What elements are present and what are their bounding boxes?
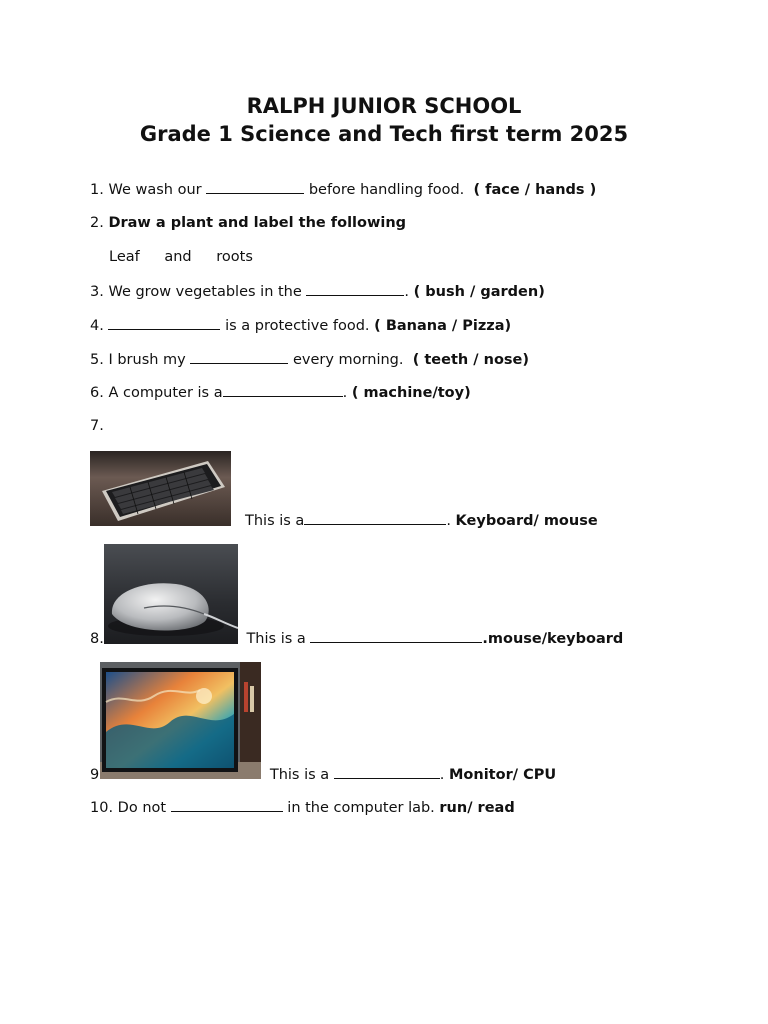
question-number: 9 [90,767,100,783]
answer-blank[interactable] [310,628,482,643]
answer-options: ( machine/toy) [351,385,471,401]
answer-options: mouse/keyboard [487,631,624,647]
question-text: before handling food. [308,182,465,198]
question-number: 10. [90,800,114,816]
answer-blank[interactable] [334,764,440,779]
question-text: This is a [245,513,305,529]
keyboard-image [90,451,231,526]
question-text: . [342,385,348,401]
question-1 [90,179,596,200]
answer-options: ( bush / garden) [413,284,545,300]
question-text: Do not [117,800,167,816]
question-3 [90,281,545,302]
question-number: 1. [90,182,104,198]
question-text: is a protective food. [225,318,370,334]
question-number: 3. [90,284,104,300]
question-7 [245,510,598,531]
question-4 [90,315,511,336]
answer-blank[interactable] [206,179,304,194]
answer-options: run/ read [439,800,515,816]
question-text: . [439,767,445,783]
answer-blank[interactable] [306,281,404,296]
answer-options: ( Banana / Pizza) [374,318,512,334]
school-name: RALPH JUNIOR SCHOOL [246,94,522,118]
question-5 [90,349,529,370]
question-number: 4. [90,318,104,334]
answer-blank[interactable] [171,797,283,812]
question-text: every morning. [292,352,404,368]
question-text: This is a [246,631,306,647]
question-text: We grow vegetables in the [108,284,302,300]
question-2 [90,213,406,233]
answer-options: ( face / hands ) [473,182,597,198]
question-text: . [404,284,410,300]
answer-blank[interactable] [108,315,220,330]
question-number: 5. [90,352,104,368]
question-7-number: 7. [90,418,104,434]
question-text: . [482,631,488,647]
question-number: 6. [90,385,104,401]
question-text: Draw a plant and label the following [108,215,407,231]
question-text: We wash our [108,182,202,198]
question-text: in the computer lab. [287,800,435,816]
plant-labels [109,247,253,267]
question-10 [90,797,515,818]
worksheet-title: Grade 1 Science and Tech first term 2025 [139,122,629,146]
answer-blank[interactable] [190,349,288,364]
question-text: A computer is a [108,385,223,401]
label-roots: roots [216,249,253,265]
answer-options: Keyboard/ mouse [455,513,598,529]
answer-blank[interactable] [223,382,343,397]
label-leaf: Leaf [109,249,140,265]
question-8 [90,628,623,649]
answer-blank[interactable] [304,510,446,525]
question-text: This is a [269,767,330,783]
monitor-image [100,662,261,779]
question-text: I brush my [108,352,186,368]
question-9 [90,764,556,785]
answer-options: Monitor/ CPU [449,767,557,783]
question-number: 2. [90,215,104,231]
question-number: 8. [90,631,104,647]
question-6 [90,382,471,403]
question-text: . [446,513,451,529]
answer-options: ( teeth / nose) [412,352,530,368]
label-and: and [164,249,192,265]
